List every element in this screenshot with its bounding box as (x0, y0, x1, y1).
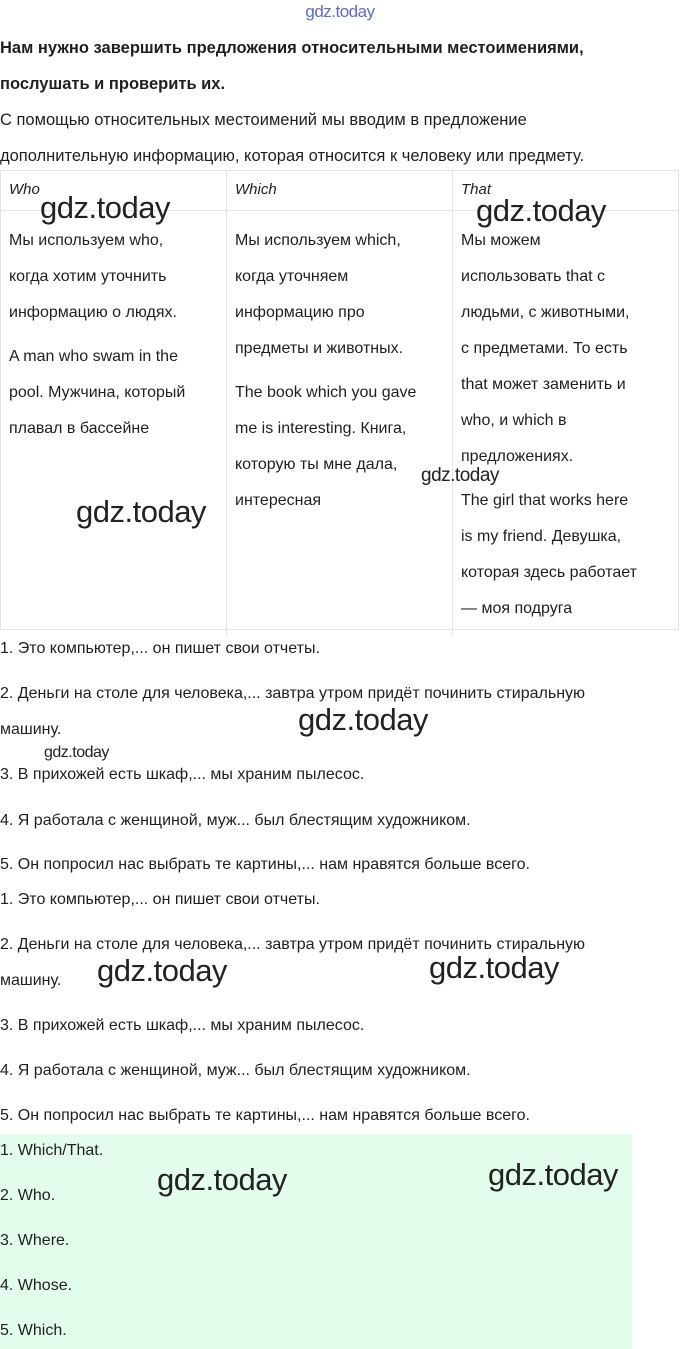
who-rule: Мы используем who, когда хотим уточнить информацию о людях. (9, 232, 177, 321)
info-line-2: дополнительную информацию, которая относится к человеку или предмету. (0, 147, 585, 165)
watermark: gdz.today (97, 953, 227, 988)
table-column-which (227, 171, 453, 635)
watermark: gdz.today (157, 1162, 287, 1197)
answer-item: 1. Which/That. (0, 1142, 104, 1159)
answer-item: 5. Which. (0, 1322, 67, 1339)
watermark: gdz.today (40, 190, 170, 225)
sentence-item: 1. Это компьютер,... он пишет свои отчеты. (0, 891, 320, 908)
watermark: gdz.today (44, 744, 109, 761)
sentence-item: 2. Деньги на столе для человека,... завтра утром придёт починить стиральную (0, 685, 586, 702)
watermark: gdz.today (76, 494, 206, 529)
sentence-item: 3. В прихожей есть шкаф,... мы храним пылесос. (0, 766, 365, 783)
task-line-1: Нам нужно завершить предложения относительными местоимениями, (0, 39, 584, 57)
that-rule: Мы можем использовать that с людьми, с животными, с предметами. То есть that может заменить и who, и which в предложениях. (461, 232, 630, 465)
sentence-item: машину. (0, 972, 62, 989)
table-header-who: Who (1, 171, 226, 211)
which-example: The book which you gave me is interesting. Книга, которую ты мне дала, интересная (235, 384, 417, 509)
watermark: gdz.today (476, 193, 606, 228)
sentence-item: машину. (0, 721, 62, 738)
sentence-item: 4. Я работала с женщиной, муж... был блестящим художником. (0, 812, 471, 829)
intro (0, 30, 678, 174)
sentence-item: 5. Он попросил нас выбрать те картины,... нам нравятся больше всего. (0, 1107, 530, 1124)
sentence-item: 2. Деньги на столе для человека,... завтра утром придёт починить стиральную (0, 936, 586, 953)
watermark: gdz.today (421, 465, 499, 486)
pronoun-table (0, 170, 679, 630)
sentence-item: 4. Я работала с женщиной, муж... был блестящим художником. (0, 1062, 471, 1079)
answer-item: 3. Where. (0, 1232, 70, 1249)
answers-block (0, 1134, 632, 1349)
table-header-that: That (453, 171, 678, 211)
task-line-2: послушать и проверить их. (0, 75, 226, 93)
sentence-item: 1. Это компьютер,... он пишет свои отчеты. (0, 640, 320, 657)
table-header-which: Which (227, 171, 452, 211)
answer-item: 2. Who. (0, 1187, 56, 1204)
who-example: A man who swam in the pool. Мужчина, который плавал в бассейне (9, 348, 186, 437)
table-column-that (453, 171, 678, 635)
table-column-who (1, 171, 227, 635)
site-name[interactable]: gdz.today (305, 2, 375, 21)
which-rule: Мы используем which, когда уточняем информацию про предметы и животных. (235, 232, 404, 357)
watermark: gdz.today (429, 950, 559, 985)
sentence-item: 5. Он попросил нас выбрать те картины,... нам нравятся больше всего. (0, 856, 530, 873)
watermark: gdz.today (488, 1157, 618, 1192)
watermark: gdz.today (298, 702, 428, 737)
info-line-1: С помощью относительных местоимений мы вводим в предложение (0, 111, 527, 129)
that-example: The girl that works here is my friend. Девушка, которая здесь работает — моя подруга (461, 492, 637, 617)
answer-item: 4. Whose. (0, 1277, 73, 1294)
sentence-item: 3. В прихожей есть шкаф,... мы храним пылесос. (0, 1017, 365, 1034)
